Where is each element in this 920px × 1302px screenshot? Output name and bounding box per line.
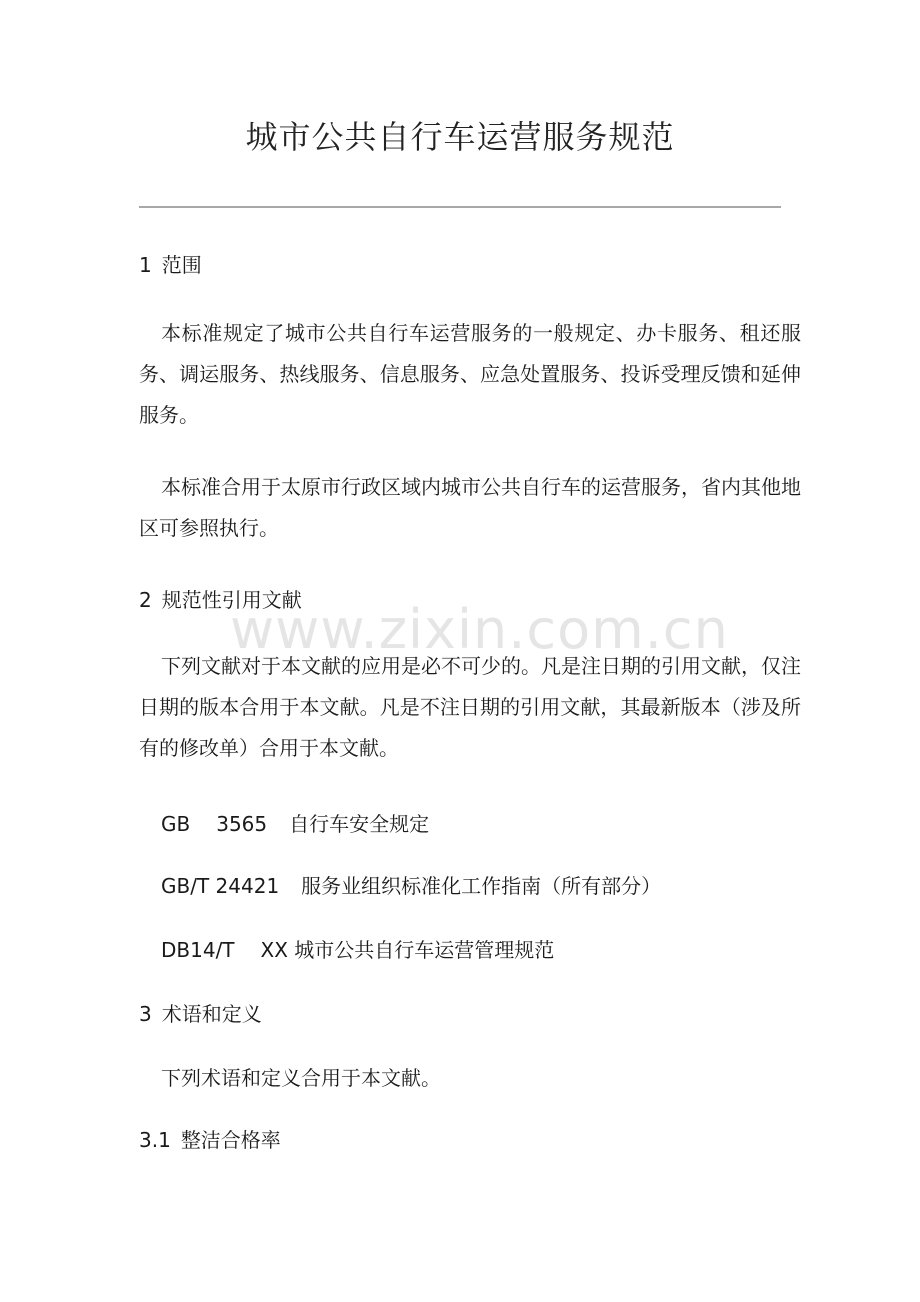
section-3-paragraph-1: 下列术语和定义合用于本文献。 [161, 1066, 441, 1090]
reference-title: 服务业组织标准化工作指南（所有部分） [301, 874, 662, 898]
reference-item [161, 872, 661, 900]
reference-item [161, 810, 429, 838]
watermark: www.zixin.com.cn [230, 598, 729, 661]
document-title: 城市公共自行车运营服务规范 [245, 118, 675, 156]
section-number: 2 [139, 588, 152, 612]
title-divider [139, 206, 781, 208]
section-number: 3 [139, 1002, 152, 1026]
section-title: 规范性引用文献 [161, 588, 302, 612]
section-1-heading [139, 251, 801, 279]
section-2-paragraph-1: 下列文献对于本文献的应用是必不可少的。凡是注日期的引用文献，仅注日期的版本合用于本文献。凡是不注日期的引用文献，其最新版本（涉及所有的修改单）合用于本文献。 [139, 654, 801, 760]
reference-title: 城市公共自行车运营管理规范 [294, 938, 555, 962]
section-3-1-heading [139, 1126, 801, 1154]
reference-number: 24421 [215, 874, 280, 898]
section-title: 整洁合格率 [180, 1128, 281, 1152]
section-title: 范围 [161, 253, 202, 277]
reference-prefix: GB [161, 812, 191, 836]
section-number: 3.1 [139, 1128, 171, 1152]
reference-item [161, 936, 554, 964]
reference-title: 自行车安全规定 [289, 812, 430, 836]
section-1-paragraph-2: 本标准合用于太原市行政区域内城市公共自行车的运营服务，省内其他地区可参照执行。 [139, 475, 801, 540]
section-number: 1 [139, 253, 152, 277]
section-3-heading [139, 1000, 801, 1028]
section-1-paragraph-1: 本标准规定了城市公共自行车运营服务的一般规定、办卡服务、租还服务、调运服务、热线服务、信息服务、应急处置服务、投诉受理反馈和延伸服务。 [139, 321, 801, 427]
reference-number: XX [260, 938, 288, 962]
section-title: 术语和定义 [161, 1002, 262, 1026]
reference-number: 3565 [216, 812, 268, 836]
reference-prefix: GB/T [161, 874, 210, 898]
reference-prefix: DB14/T [161, 938, 235, 962]
section-2-heading [139, 586, 801, 614]
